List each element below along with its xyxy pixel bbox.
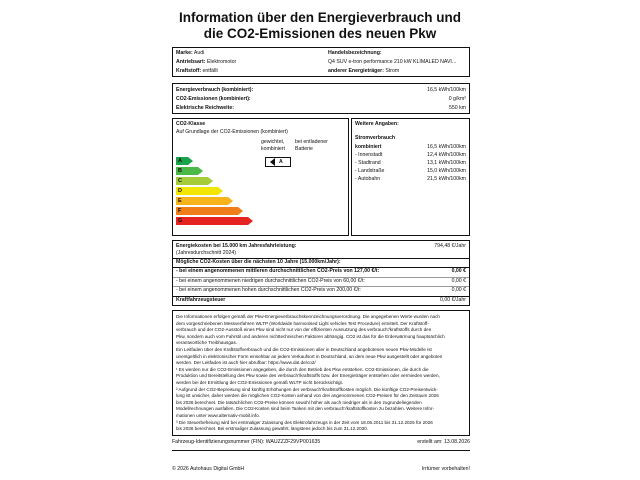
co2-cost-heading: Mögliche CO2-Kosten über die nächsten 10 Jahre (15.000km/Jahr): — [176, 259, 341, 265]
tax-value: 0,00 €/Jahr — [440, 297, 466, 303]
consumption-value-0: 16,5 kWh/100km — [427, 87, 466, 93]
energy-cost-label: Energiekosten bei 15.000 km Jahresfahrleistung: — [176, 243, 297, 249]
cost-row-label: - bei einem angenommenen hohen durchschnittlichen CO2-Preis von 200,00 €/t: — [176, 287, 361, 293]
co2-heading: CO2-Klasse — [176, 121, 206, 127]
arrow-tip-icon — [238, 207, 243, 215]
co2-class-arrow-b — [176, 167, 203, 175]
co2-col2: bei entladener Batterie — [295, 139, 328, 152]
cost-row-value: 0,00 € — [451, 268, 466, 274]
note-line: bis 2036 berechnet. Bei erstmaliger Zulassung gewährt, längstens jedoch bis zum 31.12.2030. — [176, 426, 369, 432]
co2-class-arrow-d — [176, 187, 223, 195]
note-line: ¹ Es werden nur die CO2-Emissionen angegeben, die durch den Betrieb des Pkw entstehen. CO2-Emissionen, die durch die — [176, 366, 429, 372]
consumption-value-2: 550 km — [448, 105, 466, 111]
co2-class-arrow-f — [176, 207, 243, 215]
note-line: werden bei der Ermittlung der CO2-Emissionen gemäß WLTP nicht berücksichtigt. — [176, 379, 344, 385]
fin-label: Fahrzeug-Identifizierungsnummer (FIN): WAUZZZF29VP001635 — [172, 439, 321, 445]
co2-class-arrow-g — [176, 217, 253, 225]
disclaimer: Irrtümer vorbehalten! — [421, 466, 470, 472]
arrow-tip-icon — [208, 177, 213, 185]
marker-arrow-icon — [270, 158, 275, 166]
cost-row-value: 0,00 € — [451, 277, 466, 284]
weitere-row-label: - Stadtrand — [355, 160, 381, 166]
note-line: bis 2036 berechnet. Die tatsächlichen CO2-Preise können sowohl höher als auch niedriger als in den zugrundeliegenden — [176, 399, 422, 405]
co2-class-letter: D — [178, 188, 182, 194]
marke-value: Audi — [193, 50, 205, 56]
note-line: Ein Leitfaden über den Kraftstoffverbrauch und die CO2-Emissionen aller in Deutschland angebotenen neuen Pkw-Modelle ist — [176, 346, 432, 352]
anderer-value: Strom — [385, 68, 400, 74]
co2-subheading: Auf Grundlage der CO2-Emissionen (kombiniert) — [176, 129, 288, 135]
co2-class-letter: A — [178, 158, 182, 164]
co2-class-arrow-a — [176, 157, 193, 165]
note-line: unentgeltlich in elektronischer Form einsehbar an jedem Verkaufsort in Deutschland, an dem neue Pkw ausgestellt oder angeboten — [176, 353, 443, 359]
weitere-box — [351, 118, 470, 236]
weitere-sub: Stromverbrauch — [355, 135, 396, 141]
energy-cost-value: 794,48 €/Jahr — [434, 243, 466, 249]
weitere-row-value: 12,4 kWh/100km — [427, 152, 466, 158]
kraftstoff-value: entfällt — [202, 68, 218, 74]
note-line: verbrauch und der CO2-Ausstoß eines Pkw sind nicht nur von der effizienten Ausnutzung des verbrauch'/kraftstoffs durch den — [176, 327, 432, 333]
note-line: lung ist unsicher, daher werden die möglichen CO2-Kosten anhand von drei angenommenen CO2-Preisen für den Zeitraum 2026 — [176, 393, 439, 399]
cost-row-value: 0,00 € — [451, 287, 466, 293]
note-line: Die Informationen erfolgen gemäß der Pkw-Energieverbrauchskennzeichnungsverordnung. Die angegebenen Werte wurden nach — [176, 314, 440, 319]
note-line: dem vorgeschriebenen Messverfahren WLTP (Worldwide harmonised Light vehicles Test Procedure) ermittelt. Der Kraftstoff- — [176, 320, 429, 326]
weitere-row-label: - Innenstadt — [355, 152, 383, 158]
co2-class-letter: F — [178, 208, 182, 214]
marke-label: Marke: — [176, 50, 193, 56]
co2-class-arrow-c — [176, 177, 213, 185]
title-line-2: die CO2-Emissionen des neuen Pkw — [203, 26, 437, 41]
consumption-label-1: CO2-Emissionen (kombiniert): — [176, 96, 251, 102]
note-line: Modellrechnungen ausfallen. Die CO2-Kosten sind beim Tanken mit den verbrauch'/kraftstoffkosten zu bezahlen. Weitere Infor- — [176, 406, 435, 412]
arrow-tip-icon — [228, 197, 233, 205]
note-line: Produktion und Bereitstellung des Pkw sowie des verbrauch'/kraftstoffs bzw. der Energieträger entstehen oder vermieden werden, — [176, 373, 440, 379]
co2-marker-class: A — [279, 159, 283, 165]
weitere-row-label: - Landstraße — [355, 168, 385, 174]
page-title — [0, 10, 640, 42]
co2-class-arrow-e — [176, 197, 233, 205]
weitere-row-value: 13,1 kWh/100km — [427, 160, 466, 166]
co2-class-letter: E — [178, 198, 182, 204]
vehicle-box — [172, 47, 470, 77]
antrieb-label: Antriebsart: — [176, 59, 206, 65]
note-line: werden. Der Leitfaden ist auch hier abrufbar: https://www.dat.de/co2/ — [176, 360, 316, 366]
co2-class-letter: G — [178, 218, 183, 224]
note-line: Pkw, sondern auch vom Fahrstil und anderen nichttechnischen Faktoren abhängig. CO2 ist das für die Erderwärmung hauptsächlich — [176, 333, 445, 339]
cost-row-label: - bei einem angenommenen niedrigen durchschnittlichen CO2-Preis von 60,00 €/t: — [176, 277, 365, 284]
weitere-row-value: 21,5 kWh/100km — [427, 176, 466, 182]
weitere-row-label: kombiniert — [355, 144, 382, 150]
arrow-tip-icon — [218, 187, 223, 195]
footer-divider — [172, 450, 470, 451]
weitere-row-label: - Autobahn — [355, 176, 381, 182]
energy-cost-note: (Jahresdurchschnitt 2024) — [176, 250, 236, 256]
created-date: erstellt am: 13.08.2026 — [417, 439, 470, 445]
arrow-tip-icon — [198, 167, 203, 175]
co2-class-box — [172, 118, 349, 236]
anderer-label: anderer Energieträger: — [328, 68, 384, 74]
note-line: mationen unter www.alternativ-mobil.info. — [176, 412, 261, 418]
handels-value: Q4 SUV e-tron performance 210 kW KLIMALED NAVI... — [328, 59, 457, 65]
notes-box — [172, 310, 470, 436]
tax-label: Kraftfahrzeugsteuer — [176, 297, 226, 303]
title-line-1: Information über den Energieverbrauch und — [178, 10, 462, 25]
copyright: © 2026 Autohaus Digital GmbH — [172, 466, 245, 472]
consumption-box — [172, 83, 470, 114]
note-line: ³ Die Steuerbefreiung wird bei erstmaliger Zulassung des Elektrofahrzeugs in der Zeit vom 18.05.2011 bis 31.12.2025 für 2026 — [176, 419, 433, 425]
weitere-heading: Weitere Angaben: — [355, 121, 399, 127]
notes-text — [176, 314, 466, 433]
co2-class-letter: C — [178, 178, 182, 184]
note-line: ² Aufgrund der CO2-Bepreisung sind künftig Erhöhungen der verbrauch'/kraftstoffkosten möglich. Die künftige CO2-Preisentwick- — [176, 386, 438, 392]
costs-box — [172, 240, 470, 306]
co2-class-letter: B — [178, 168, 182, 174]
consumption-value-1: 0 g/km² — [448, 96, 466, 102]
cost-row-label: - bei einem angenommenen mittleren durchschnittlichen CO2-Preis von 127,00 €/t: — [176, 268, 380, 274]
consumption-label-2: Elektrische Reichweite: — [176, 105, 234, 111]
note-line: verantwortliche Treibhausgas. — [176, 340, 238, 346]
consumption-label-0: Energieverbrauch (kombiniert): — [176, 87, 254, 93]
weitere-row-value: 15,0 kWh/100km — [427, 168, 466, 174]
co2-marker-box — [265, 157, 291, 167]
handels-label: Handelsbezeichnung: — [328, 50, 382, 56]
weitere-row-value: 16,5 kWh/100km — [427, 144, 466, 150]
co2-col1: gewichtet, kombiniert — [261, 139, 285, 152]
antrieb-value: Elektromotor — [206, 59, 237, 65]
arrow-tip-icon — [188, 157, 193, 165]
kraftstoff-label: Kraftstoff: — [176, 68, 202, 74]
arrow-tip-icon — [248, 217, 253, 225]
